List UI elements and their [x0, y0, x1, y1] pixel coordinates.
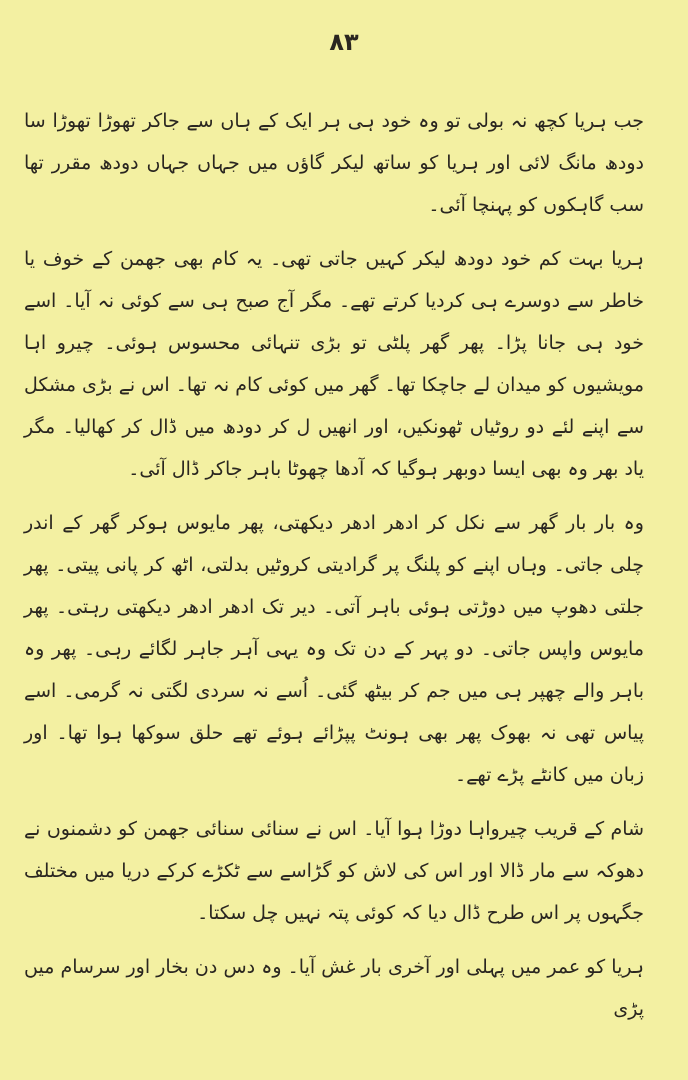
body-text — [24, 100, 644, 1030]
paragraph-2: ہریا بہت کم خود دودھ لیکر کہیں جاتی تھی۔ یہ کام بھی جھمن کے خوف یا خاطر سے دوسرے ہی کردیا کرتے تھے۔ مگر آج صبح ہی سے کوئی نہ آیا۔ اسے خود ہی جانا پڑا۔ پھر گھر پلٹی تو بڑی تنہائی محسوس ہوئی۔ چیرو اہا مویشیوں کو میدان لے جاچکا تھا۔ گھر میں کوئی کام نہ تھا۔ اس نے بڑی مشکل سے اپنے لئے دو روٹیاں ٹھونکیں، اور انھیں ل کر دودھ میں ڈال کر کھالیا۔ مگر یاد بھر وہ بھی ایسا دوبھر ہوگیا کہ آدھا چھوٹا باہر جاکر ڈال آئی۔ — [24, 248, 644, 480]
paragraph-5: ہریا کو عمر میں پہلی اور آخری بار غش آیا۔ وہ دس دن بخار اور سرسام میں پڑی — [24, 956, 644, 1020]
paragraph-3: وہ بار بار گھر سے نکل کر ادھر ادھر دیکھتی، پھر مایوس ہوکر گھر کے اندر چلی جاتی۔ وہاں اپنے کو پلنگ پر گرادیتی کروٹیں بدلتی، اٹھ کر پانی پیتی۔ پھر جلتی دھوپ میں دوڑتی ہوئی باہر آتی۔ دیر تک ادھر ادھر دیکھتی رہتی۔ پھر مایوس واپس جاتی۔ دو پہر کے دن تک وہ یہی آہر جاہر لگائے رہی۔ پھر وہ باہر والے چھپر ہی میں جم کر بیٹھ گئی۔ اُسے نہ سردی لگتی نہ گرمی۔ اسے پیاس تھی نہ بھوک پھر بھی ہونٹ پپڑائے ہوئے تھے حلق سوکھا ہوا تھا۔ اور زبان میں کانٹے پڑے تھے۔ — [24, 512, 644, 786]
page-number: ۸۳ — [329, 28, 359, 56]
paragraph-1: جب ہریا کچھ نہ بولی تو وہ خود ہی ہر ایک کے ہاں سے جاکر تھوڑا تھوڑا سا دودھ مانگ لائی اور ہریا کو ساتھ لیکر گاؤں میں جہاں جہاں دودھ مقرر تھا سب گاہکوں کو پہنچا آئی۔ — [24, 110, 644, 216]
paragraph-4: شام کے قریب چیرواہا دوڑا ہوا آیا۔ اس نے سنائی سنائی جھمن کو دشمنوں نے دھوکہ سے مار ڈالا اور اس کی لاش کو گڑاسے سے ٹکڑے کرکے دریا میں مختلف جگہوں پر اس طرح ڈال دیا کہ کوئی پتہ نہیں چل سکتا۔ — [24, 818, 644, 924]
